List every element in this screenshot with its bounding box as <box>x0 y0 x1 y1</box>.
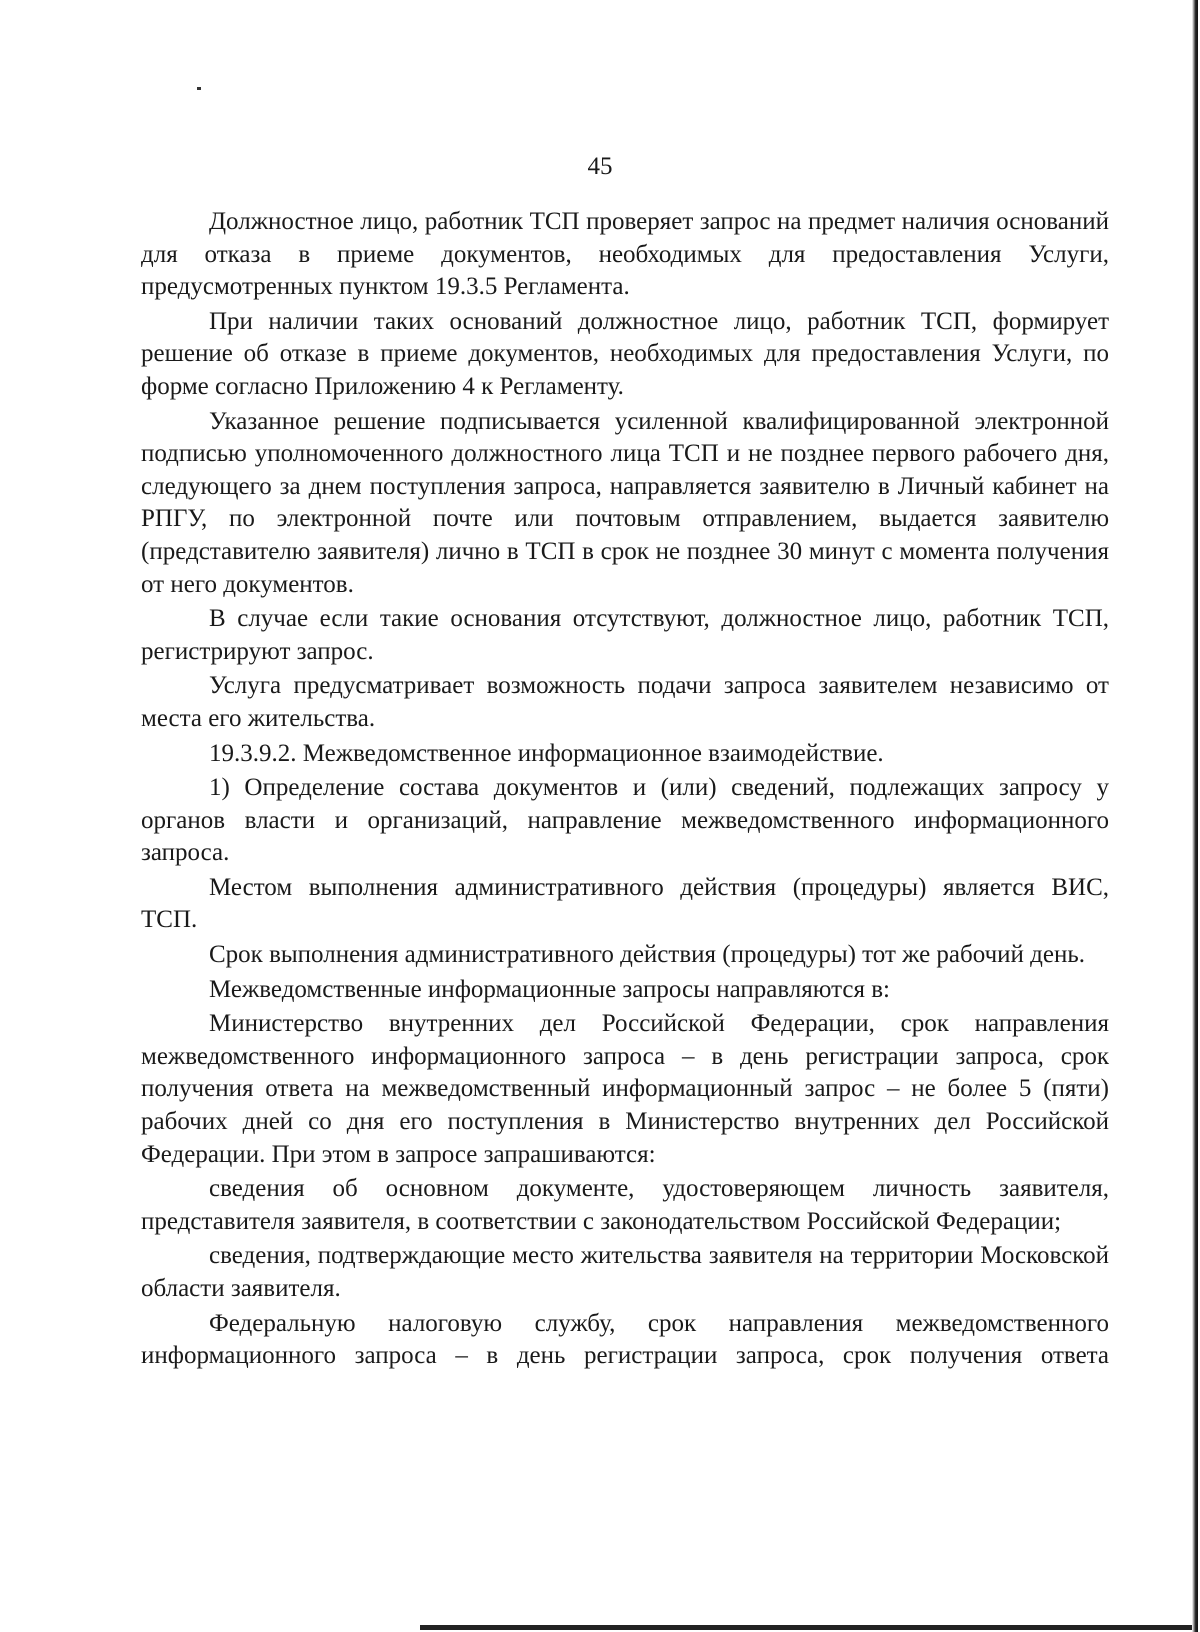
paragraph-8: Местом выполнения административного действия (процедуры) является ВИС, ТСП. <box>141 873 1109 934</box>
paragraph-1: Должностное лицо, работник ТСП проверяет запрос на предмет наличия оснований для отказа в приеме документов, необходимых для предоставления Услуги, предусмотренных пунктом 19.3.5 Регламента. <box>141 208 1109 301</box>
paragraph-12: сведения об основном документе, удостоверяющем личность заявителя, представителя заявителя, в соответствии с законодательством Российской Федерации; <box>141 1175 1109 1235</box>
scan-edge-right <box>1192 0 1198 1632</box>
paragraph-2: При наличии таких оснований должностное лицо, работник ТСП, формирует решение об отказе в приеме документов, необходимых для предоставления Услуги, по форме согласно Приложению 4 к Регламенту. <box>141 307 1109 400</box>
scan-speck <box>197 87 201 90</box>
paragraph-10: Межведомственные информационные запросы направляются в: <box>209 975 890 1003</box>
paragraph-13: сведения, подтверждающие место жительства заявителя на территории Московской области заявителя. <box>141 1242 1109 1302</box>
scan-edge-bottom <box>420 1625 1192 1630</box>
page-number: 45 <box>587 153 613 180</box>
paragraph-11: Министерство внутренних дел Российской Федерации, срок направления межведомственного информационного запроса – в день регистрации запроса, срок получения ответа на межведомственный информационный запрос – не более 5 (пяти) рабочих дней со дня его поступления в Министерство внутренних дел Российской Федерации. При этом в запросе запрашиваются: <box>141 1010 1109 1168</box>
paragraph-4: В случае если такие основания отсутствуют, должностное лицо, работник ТСП, регистрируют запрос. <box>141 605 1109 665</box>
paragraph-14: Федеральную налоговую службу, срок направления межведомственного информационного запроса – в день регистрации запроса, срок получения ответа <box>141 1309 1109 1370</box>
paragraph-3: Указанное решение подписывается усиленной квалифицированной электронной подписью уполномоченного должностного лица ТСП и не позднее первого рабочего дня, следующего за днем поступления запроса, направляется заявителю в Личный кабинет на РПГУ, по электронной почте или почтовым отправлением, выдается заявителю (представителю заявителя) лично в ТСП в срок не позднее 30 минут с момента получения от него документов. <box>141 407 1109 598</box>
paragraph-9: Срок выполнения административного действия (процедуры) тот же рабочий день. <box>209 941 1086 969</box>
document-body <box>141 206 1109 1373</box>
paragraph-6: 19.3.9.2. Межведомственное информационное взаимодействие. <box>209 739 884 767</box>
paragraph-7: 1) Определение состава документов и (или) сведений, подлежащих запросу у органов власти и организаций, направление межведомственного информационного запроса. <box>141 774 1109 867</box>
paragraph-5: Услуга предусматривает возможность подачи запроса заявителем независимо от места его жительства. <box>141 672 1109 732</box>
